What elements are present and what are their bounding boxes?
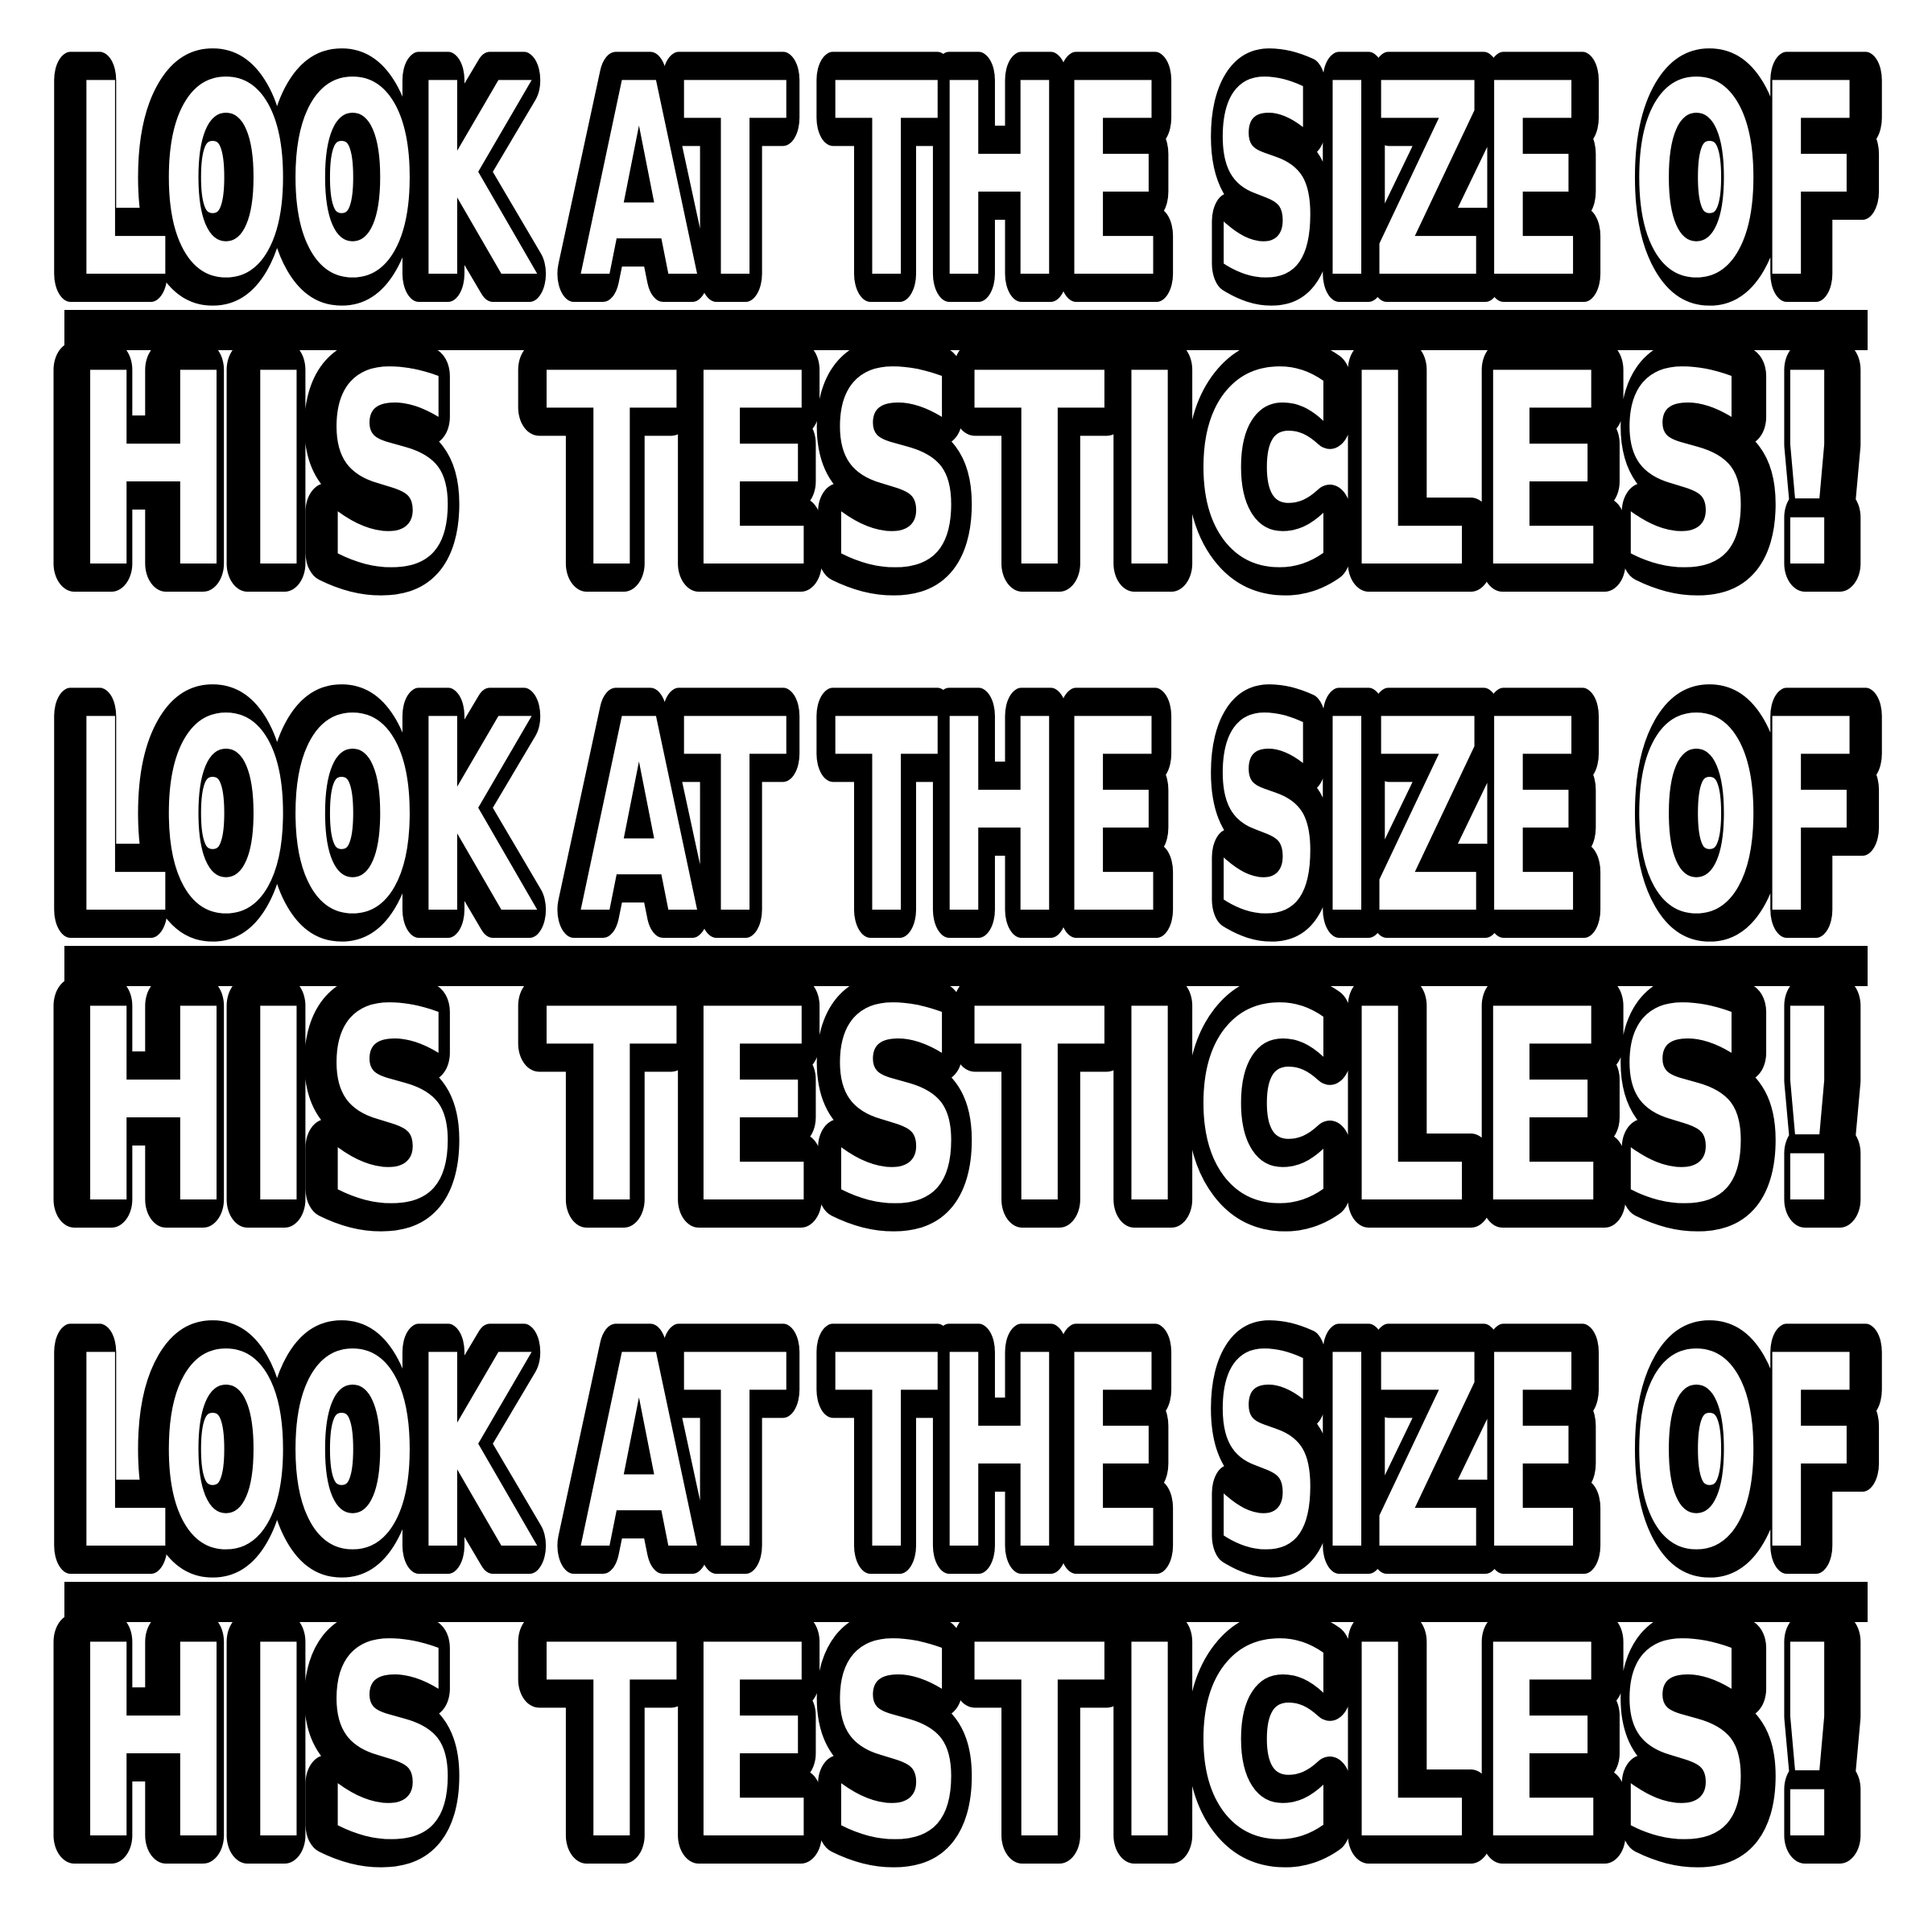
sticker-line2-text: HIS TESTICLES!: [72, 1589, 1860, 1898]
sticker-2: [32, 663, 1900, 1262]
sticker-1-graphic: [32, 27, 1900, 626]
sticker-line1-text: LOOK AT THE SIZE OF: [72, 27, 1860, 336]
sticker-line2-text: HIS TESTICLES!: [72, 953, 1860, 1262]
sticker-line1-text: LOOK AT THE SIZE OF: [72, 1299, 1860, 1608]
sticker-line2-outline: HIS TESTICLES!: [56, 317, 1876, 626]
sticker-1: [32, 27, 1900, 626]
sticker-line1-text: LOOK AT THE SIZE OF: [72, 663, 1860, 972]
sticker-3-graphic: [32, 1299, 1900, 1898]
sticker-line1-outline: LOOK AT THE SIZE OF: [56, 1299, 1876, 1608]
sticker-line1-outline: LOOK AT THE SIZE OF: [56, 27, 1876, 336]
sticker-line2-outline: HIS TESTICLES!: [56, 1589, 1876, 1898]
sticker-line2-text: HIS TESTICLES!: [72, 317, 1860, 626]
sticker-line2-outline: HIS TESTICLES!: [56, 953, 1876, 1262]
sticker-2-graphic: [32, 663, 1900, 1262]
sticker-3: [32, 1299, 1900, 1898]
sticker-line1-outline: LOOK AT THE SIZE OF: [56, 663, 1876, 972]
